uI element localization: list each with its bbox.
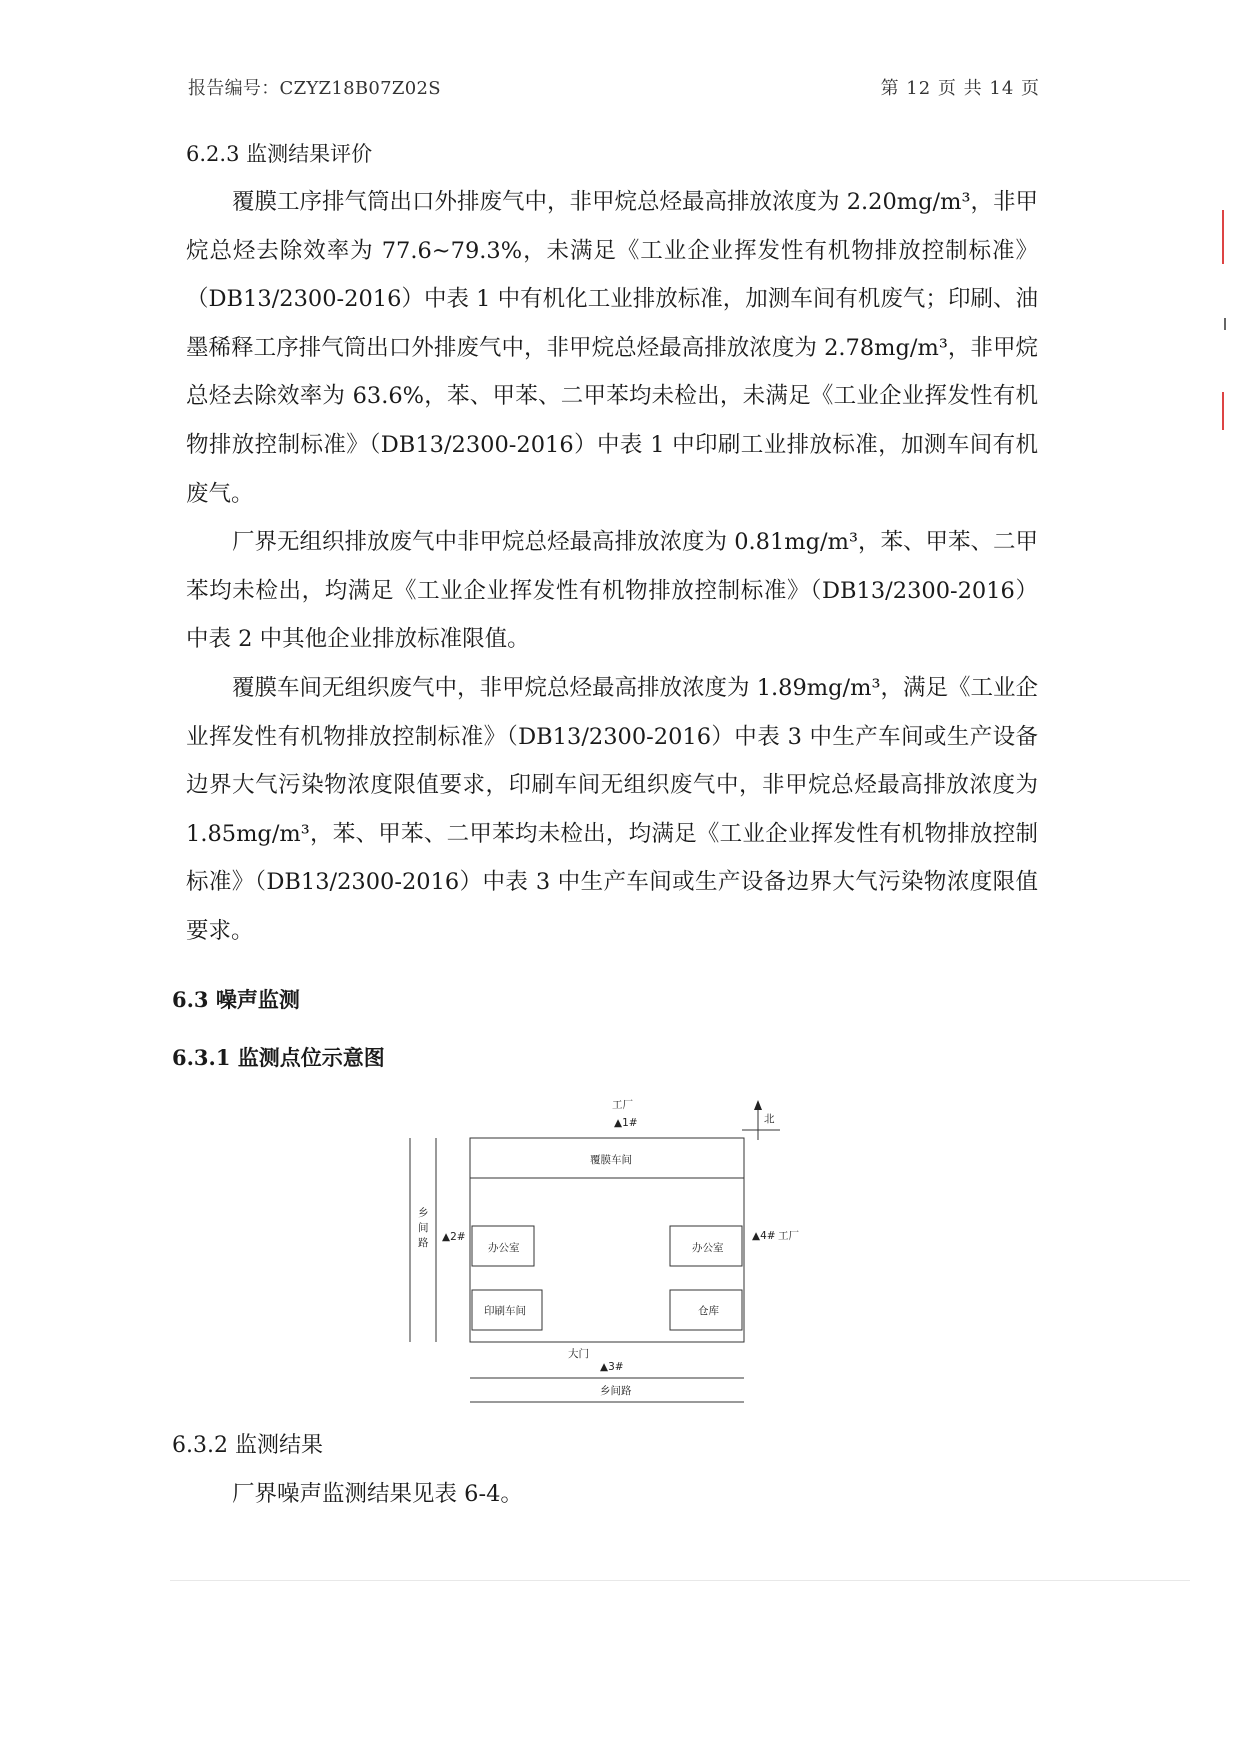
section-623-title: 6.2.3 监测结果评价 xyxy=(186,142,373,166)
warehouse-label: 仓库 xyxy=(698,1305,719,1317)
section-632-text xyxy=(186,1470,1038,1519)
scan-edge-mark xyxy=(1222,210,1224,264)
gate-label: 大门 xyxy=(568,1348,589,1360)
scan-edge-mark-3 xyxy=(1222,392,1224,430)
road-left-char-2: 间 xyxy=(418,1222,429,1234)
office-right-label: 办公室 xyxy=(692,1242,724,1254)
section-631-title: 6.3.1 监测点位示意图 xyxy=(172,1045,385,1070)
monitoring-site-diagram xyxy=(400,1096,820,1416)
north-label: 北 xyxy=(764,1113,775,1125)
paragraph-2 xyxy=(186,518,1038,664)
section-63-title: 6.3 噪声监测 xyxy=(172,987,300,1012)
section-632-text-content: 厂界噪声监测结果见表 6-4。 xyxy=(232,1481,523,1507)
report-number: 报告编号：CZYZ18B07Z02S xyxy=(188,78,441,99)
point-3-label: ▲3# xyxy=(600,1361,624,1373)
road-bottom-label: 乡间路 xyxy=(600,1385,632,1397)
point-2-label: ▲2# xyxy=(442,1231,466,1243)
print-workshop-label: 印刷车间 xyxy=(484,1305,526,1317)
section-632-title: 6.3.2 监测结果 xyxy=(172,1433,323,1458)
road-left-char-1: 乡 xyxy=(418,1207,429,1219)
page-header xyxy=(188,74,1040,104)
page-number: 第 12 页 共 14 页 xyxy=(880,78,1040,99)
road-left-char-3: 路 xyxy=(418,1237,429,1249)
point-1-label: ▲1# xyxy=(614,1117,638,1129)
diagram-svg xyxy=(400,1096,820,1416)
film-workshop-label: 覆膜车间 xyxy=(590,1154,632,1166)
office-left-label: 办公室 xyxy=(488,1242,520,1254)
point-4-label: ▲4# xyxy=(752,1230,776,1242)
paragraph-2-text: 厂界无组织排放废气中非甲烷总烃最高排放浓度为 0.81mg/m³，苯、甲苯、二甲苯均未检出，均满足《工业企业挥发性有机物排放控制标准》（DB13/2300-2016）中表 2 中其他企业排放标准限值。 xyxy=(186,529,1038,653)
footer-rule xyxy=(170,1580,1190,1581)
factory-top-label: 工厂 xyxy=(612,1099,633,1111)
paragraph-1 xyxy=(186,178,1038,518)
paragraph-3 xyxy=(186,664,1038,956)
paragraph-3-text: 覆膜车间无组织废气中，非甲烷总烃最高排放浓度为 1.89mg/m³，满足《工业企业挥发性有机物排放控制标准》（DB13/2300-2016）中表 3 中生产车间或生产设备边界大气污染物浓度限值要求，印刷车间无组织废气中，非甲烷总烃最高排放浓度为 1.85mg/m³，苯、甲苯、二甲苯均未检出，均满足《工业企业挥发性有机物排放控制标准》（DB13/2300-2016）中表 3 中生产车间或生产设备边界大气污染物浓度限值要求。 xyxy=(186,675,1038,944)
factory-right-label: 工厂 xyxy=(778,1230,799,1242)
paragraph-1-text: 覆膜工序排气筒出口外排废气中，非甲烷总烃最高排放浓度为 2.20mg/m³，非甲烷总烃去除效率为 77.6~79.3%，未满足《工业企业挥发性有机物排放控制标准》（DB13/2300-2016）中表 1 中有机化工业排放标准，加测车间有机废气；印刷、油墨稀释工序排气筒出口外排废气中，非甲烷总烃最高排放浓度为 2.78mg/m³，非甲烷总烃去除效率为 63.6%，苯、甲苯、二甲苯均未检出，未满足《工业企业挥发性有机物排放控制标准》（DB13/2300-2016）中表 1 中印刷工业排放标准，加测车间有机废气。 xyxy=(186,189,1038,507)
north-arrow-head xyxy=(754,1100,762,1110)
scan-edge-mark-2 xyxy=(1224,318,1226,330)
